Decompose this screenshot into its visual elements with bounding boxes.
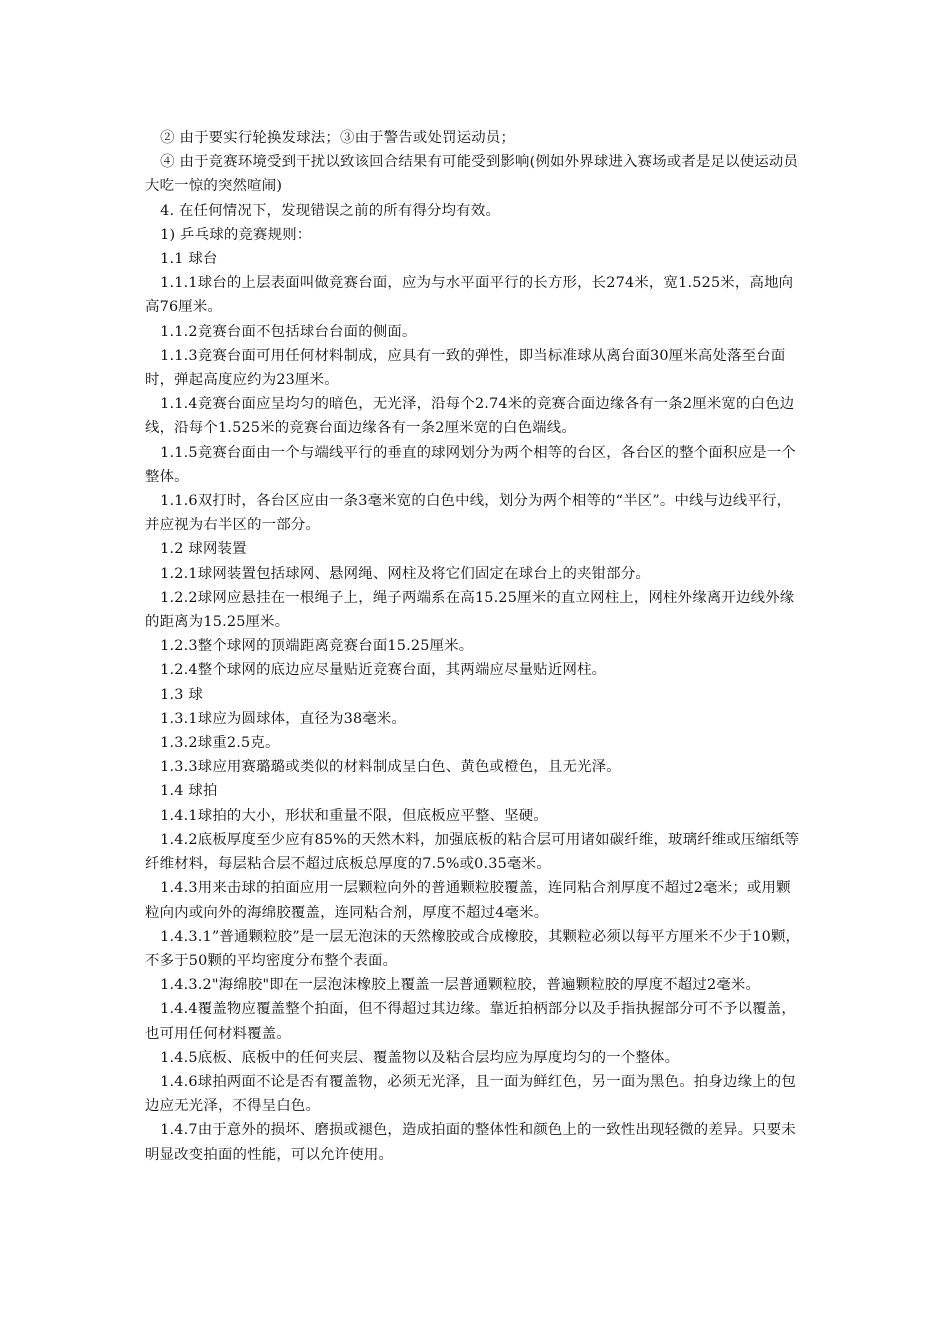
paragraph: 1.4.7由于意外的损坏、磨损或褪色，造成拍面的整体性和颜色上的一致性出现轻微的差异。只要未明显改变拍面的性能，可以允许使用。 (145, 1122, 796, 1163)
paragraph: 1.3.1球应为圆球体，直径为38毫米。 (160, 710, 407, 727)
paragraph: 1.4.3.2"海绵胶"即在一层泡沫橡胶上覆盖一层普通颗粒胶，普遍颗粒胶的厚度不超过2毫米。 (160, 977, 761, 994)
paragraph: 1.4.2底板厚度至少应有85%的天然木料，加强底板的粘合层可用诸如碳纤维，玻璃纤维或压缩纸等纤维材料，每层粘合层不超过底板总厚度的7.5%或0.35毫米。 (145, 831, 800, 873)
paragraph: 1.2.2球网应悬挂在一根绳子上，绳子两端系在高15.25厘米的直立网柱上，网柱外缘离开边线外缘的距离为15.25厘米。 (145, 589, 795, 631)
paragraph: 1.1.4竞赛台面应呈均匀的暗色，无光泽，沿每个2.74米的竞赛合面边缘各有一条2厘米宽的白色边线，沿每个1.525米的竞赛台面边缘各有一条2厘米宽的白色端线。 (145, 396, 795, 437)
paragraph: 1.4.3.1”普通颗粒胶”是一层无泡沫的天然橡胶或合成橡胶，其颗粒必须以每平方厘米不少于10颗，不多于50颗的平均密度分布整个表面。 (145, 928, 801, 969)
paragraph: 1.1.2竞赛台面不包括球台台面的侧面。 (160, 323, 417, 340)
paragraph: ② 由于要实行轮换发球法；③由于警告或处罚运动员； (160, 130, 516, 146)
paragraph: 1.4.6球拍两面不论是否有覆盖物，必须无光泽，且一面为鲜红色，另一面为黑色。拍身边缘上的包边应无光泽，不得呈白色。 (145, 1073, 796, 1115)
paragraph: 1.2.1球网装置包括球网、悬网绳、网柱及将它们固定在球台上的夹钳部分。 (160, 565, 651, 582)
paragraph: 1.3.2球重2.5克。 (160, 735, 280, 752)
paragraph: 1.1.3竞赛台面可用任何材料制成，应具有一致的弹性，即当标准球从离台面30厘米高处落至台面时，弹起高度应约为23厘米。 (145, 347, 786, 389)
paragraph: 1.2.4整个球网的底边应尽量贴近竞赛台面，其两端应尽量贴近网柱。 (160, 662, 607, 679)
paragraph: 1.4.3用来击球的拍面应用一层颗粒向外的普通颗粒胶覆盖，连同粘合剂厚度不超过2毫米；或用颗粒向内或向外的海绵胶覆盖，连同粘合剂，厚度不超过4毫米。 (145, 880, 791, 921)
paragraph: 1.4 球拍 (160, 783, 218, 800)
paragraph: 1) 乒乓球的竞赛规则： (160, 226, 312, 243)
paragraph: 1.1 球台 (160, 251, 218, 268)
paragraph: 1.3 球 (160, 686, 203, 703)
paragraph: 1.1.5竞赛台面由一个与端线平行的垂直的球网划分为两个相等的台区，各台区的整个面积应是一个整体。 (145, 444, 796, 485)
paragraph: 4. 在任何情况下，发现错误之前的所有得分均有效。 (160, 202, 501, 219)
document-body (145, 126, 805, 1167)
paragraph: 1.1.1球台的上层表面叫做竞赛台面，应为与水平面平行的长方形，长274米，宽1.525米，高地向高76厘米。 (145, 275, 794, 316)
paragraph: 1.4.5底板、底板中的任何夹层、覆盖物以及粘合层均应为厚度均匀的一个整体。 (160, 1049, 680, 1066)
paragraph: 1.4.4覆盖物应覆盖整个拍面，但不得超过其边缘。靠近拍柄部分以及手指执握部分可不予以覆盖，也可用任何材料覆盖。 (145, 1001, 796, 1042)
paragraph: 1.2.3整个球网的顶端距离竞赛台面15.25厘米。 (160, 638, 474, 655)
paragraph: 1.4.1球拍的大小，形状和重量不限，但底板应平整、坚硬。 (160, 807, 548, 824)
paragraph: 1.2 球网装置 (160, 541, 247, 558)
paragraph: ④ 由于竞赛环境受到干扰以致该回合结果有可能受到影响(例如外界球进入赛场或者是足以使运动员大吃一惊的突然喧闹) (145, 154, 799, 195)
paragraph: 1.3.3球应用赛璐璐或类似的材料制成呈白色、黄色或橙色，且无光泽。 (160, 759, 621, 776)
paragraph: 1.1.6双打时，各台区应由一条3毫米宽的白色中线，划分为两个相等的“半区”。中线与边线平行，并应视为右半区的一部分。 (145, 493, 792, 534)
